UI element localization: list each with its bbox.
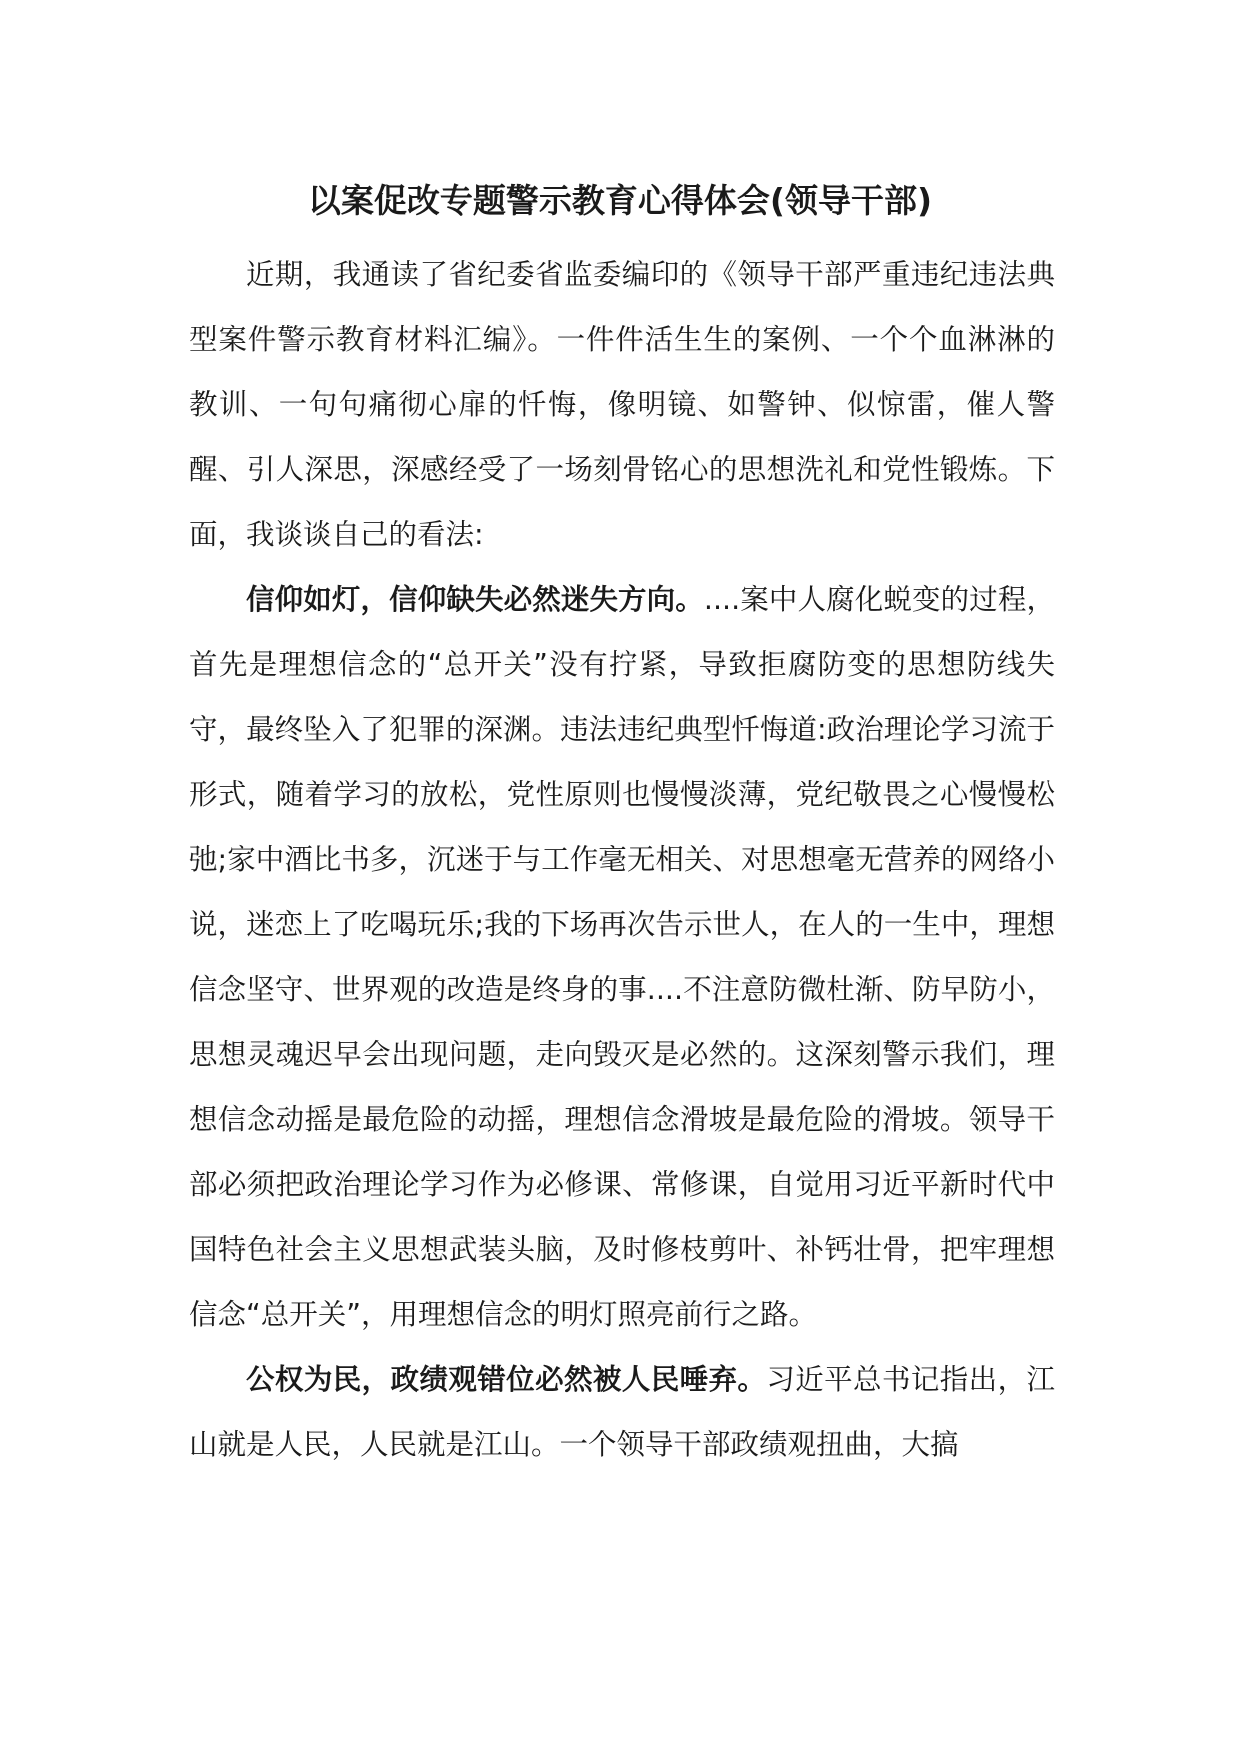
paragraph-public-power (189, 1347, 1055, 1477)
paragraph-lead: 信仰如灯，信仰缺失必然迷失方向。 (246, 583, 704, 616)
paragraph-intro (189, 242, 1055, 567)
paragraph-text: 习近平总书记指出，江山就是人民，人民就是江山。一个领导干部政绩观扭曲，大搞 (189, 1363, 1055, 1461)
document-body (189, 242, 1055, 1477)
paragraph-faith (189, 567, 1055, 1347)
paragraph-lead: 公权为民，政绩观错位必然被人民唾弃。 (246, 1363, 767, 1396)
paragraph-text: 近期，我通读了省纪委省监委编印的《领导干部严重违纪违法典型案件警示教育材料汇编》。一件件活生生的案例、一个个血淋淋的教训、一句句痛彻心扉的忏悔，像明镜、如警钟、似惊雷，催人警醒、引人深思，深感经受了一场刻骨铭心的思想洗礼和党性锻炼。下面，我谈谈自己的看法: (189, 258, 1055, 551)
paragraph-text: ....案中人腐化蜕变的过程，首先是理想信念的“总开关”没有拧紧，导致拒腐防变的思想防线失守，最终坠入了犯罪的深渊。违法违纪典型忏悔道:政治理论学习流于形式，随着学习的放松，党性原则也慢慢淡薄，党纪敬畏之心慢慢松弛;家中酒比书多，沉迷于与工作毫无相关、对思想毫无营养的网络小说，迷恋上了吃喝玩乐;我的下场再次告示世人，在人的一生中，理想信念坚守、世界观的改造是终身的事....不注意防微杜渐、防早防小，思想灵魂迟早会出现问题，走向毁灭是必然的。这深刻警示我们，理想信念动摇是最危险的动摇，理想信念滑坡是最危险的滑坡。领导干部必须把政治理论学习作为必修课、常修课，自觉用习近平新时代中国特色社会主义思想武装头脑，及时修枝剪叶、补钙壮骨，把牢理想信念“总开关”，用理想信念的明灯照亮前行之路。 (189, 583, 1055, 1331)
document-title: 以案促改专题警示教育心得体会(领导干部) (307, 181, 933, 220)
